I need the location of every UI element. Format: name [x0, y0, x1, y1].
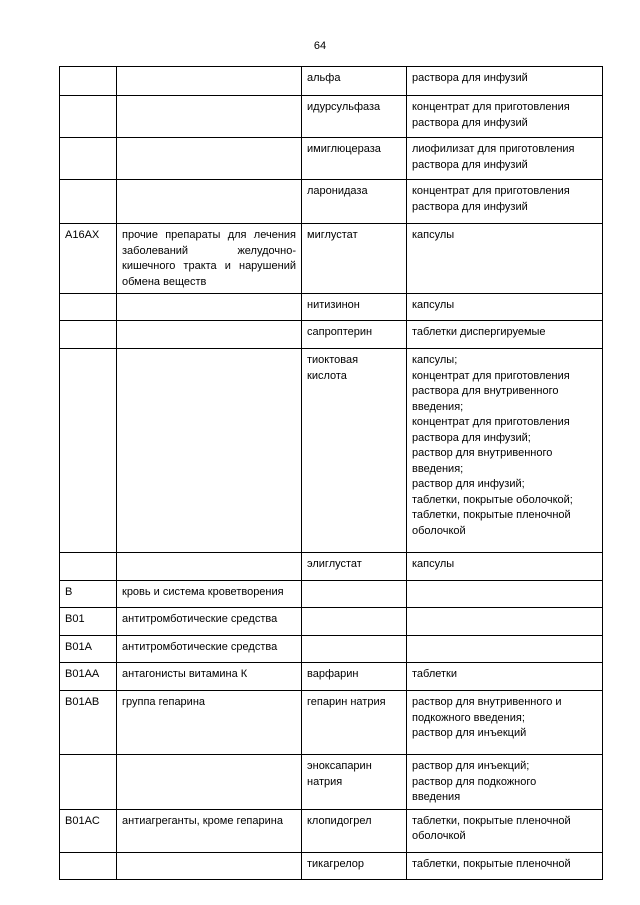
atc-code-cell: B01A: [60, 636, 117, 663]
atc-code-cell: [60, 852, 117, 879]
dosage-form-cell: концентрат для приготовления раствора для инфузий: [407, 96, 603, 138]
table-row: [60, 138, 603, 180]
group-name-cell: [117, 67, 302, 96]
table-row: [60, 581, 603, 608]
group-name-cell: [117, 852, 302, 879]
dosage-form-cell: капсулы; концентрат для приготовления раствора для внутривенного введения; концентрат для приготовления раствора для инфузий; раствор для внутривенного введения; раствор для инфузий; таблетки, покрытые оболочкой; таблетки, покрытые пленочной оболочкой: [407, 349, 603, 553]
drug-table-body: [60, 67, 603, 880]
page-number: 64: [313, 40, 327, 52]
drug-name-cell: идурсульфаза: [302, 96, 407, 138]
group-name-cell: антагонисты витамина К: [117, 663, 302, 691]
drug-name-cell: клопидогрел: [302, 809, 407, 852]
group-name-cell: кровь и система кроветворения: [117, 581, 302, 608]
atc-code-cell: [60, 138, 117, 180]
drug-name-cell: тиоктовая кислота: [302, 349, 407, 553]
drug-name-cell: элиглустат: [302, 553, 407, 581]
atc-code-cell: B01AA: [60, 663, 117, 691]
drug-table: [59, 66, 603, 880]
group-name-cell: [117, 553, 302, 581]
table-row: [60, 96, 603, 138]
dosage-form-cell: таблетки: [407, 663, 603, 691]
table-row: [60, 294, 603, 321]
table-row: [60, 553, 603, 581]
table-row: [60, 349, 603, 553]
dosage-form-cell: таблетки, покрытые пленочной: [407, 852, 603, 879]
table-row: [60, 608, 603, 636]
dosage-form-cell: капсулы: [407, 294, 603, 321]
group-name-cell: [117, 755, 302, 810]
table-row: [60, 224, 603, 294]
drug-name-cell: гепарин натрия: [302, 691, 407, 755]
atc-code-cell: B: [60, 581, 117, 608]
dosage-form-cell: лиофилизат для приготовления раствора для инфузий: [407, 138, 603, 180]
drug-name-cell: миглустат: [302, 224, 407, 294]
atc-code-cell: [60, 755, 117, 810]
group-name-cell: [117, 294, 302, 321]
atc-code-cell: B01: [60, 608, 117, 636]
group-name-cell: группа гепарина: [117, 691, 302, 755]
dosage-form-cell: раствор для инъекций; раствор для подкожного введения: [407, 755, 603, 810]
drug-name-cell: эноксапарин натрия: [302, 755, 407, 810]
drug-name-cell: [302, 608, 407, 636]
dosage-form-cell: капсулы: [407, 553, 603, 581]
dosage-form-cell: концентрат для приготовления раствора для инфузий: [407, 180, 603, 224]
atc-code-cell: [60, 553, 117, 581]
table-row: [60, 691, 603, 755]
table-row: [60, 636, 603, 663]
dosage-form-cell: [407, 608, 603, 636]
drug-name-cell: имиглюцераза: [302, 138, 407, 180]
drug-name-cell: сапроптерин: [302, 321, 407, 349]
dosage-form-cell: раствора для инфузий: [407, 67, 603, 96]
atc-code-cell: B01AC: [60, 809, 117, 852]
atc-code-cell: [60, 349, 117, 553]
atc-code-cell: B01AB: [60, 691, 117, 755]
dosage-form-cell: таблетки, покрытые пленочной оболочкой: [407, 809, 603, 852]
table-row: [60, 67, 603, 96]
group-name-cell: [117, 180, 302, 224]
table-row: [60, 180, 603, 224]
table-row: [60, 321, 603, 349]
dosage-form-cell: капсулы: [407, 224, 603, 294]
drug-name-cell: [302, 636, 407, 663]
atc-code-cell: [60, 96, 117, 138]
table-row: [60, 809, 603, 852]
dosage-form-cell: [407, 581, 603, 608]
group-name-cell: антиагреганты, кроме гепарина: [117, 809, 302, 852]
group-name-cell: антитромботические средства: [117, 636, 302, 663]
drug-name-cell: нитизинон: [302, 294, 407, 321]
group-name-cell: прочие препараты для лечения заболеваний желудочно-кишечного тракта и нарушений обмена веществ: [117, 224, 302, 294]
group-name-cell: [117, 349, 302, 553]
group-name-cell: антитромботические средства: [117, 608, 302, 636]
drug-name-cell: [302, 581, 407, 608]
group-name-cell: [117, 96, 302, 138]
table-row: [60, 755, 603, 810]
drug-name-cell: ларонидаза: [302, 180, 407, 224]
atc-code-cell: [60, 67, 117, 96]
drug-name-cell: альфа: [302, 67, 407, 96]
atc-code-cell: [60, 180, 117, 224]
table-row: [60, 663, 603, 691]
atc-code-cell: A16AX: [60, 224, 117, 294]
atc-code-cell: [60, 321, 117, 349]
group-name-cell: [117, 321, 302, 349]
dosage-form-cell: раствор для внутривенного и подкожного введения; раствор для инъекций: [407, 691, 603, 755]
dosage-form-cell: таблетки диспергируемые: [407, 321, 603, 349]
drug-name-cell: тикагрелор: [302, 852, 407, 879]
dosage-form-cell: [407, 636, 603, 663]
group-name-cell: [117, 138, 302, 180]
drug-name-cell: варфарин: [302, 663, 407, 691]
atc-code-cell: [60, 294, 117, 321]
table-row: [60, 852, 603, 879]
